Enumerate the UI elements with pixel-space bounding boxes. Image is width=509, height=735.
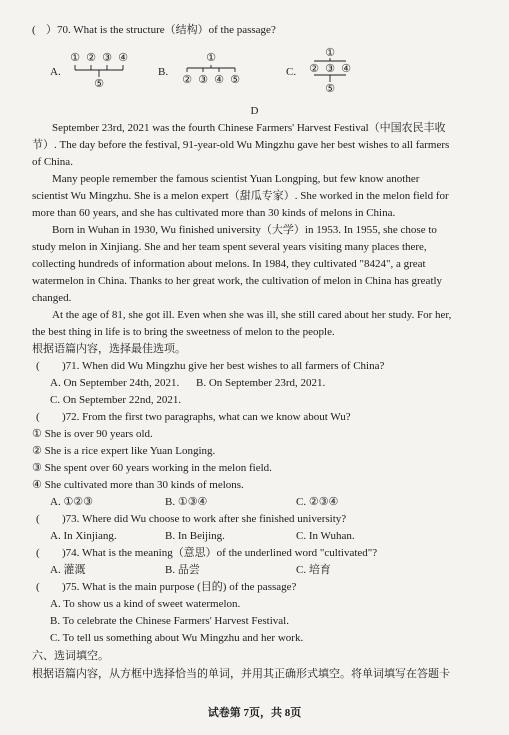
diagram-b-node-4: ④ bbox=[214, 73, 224, 86]
diagram-c-node-5: ⑤ bbox=[325, 82, 335, 95]
q74-option-c: C. 培育 bbox=[296, 564, 331, 576]
passage-p1-line1: September 23rd, 2021 was the fourth Chinese Farmers' Harvest Festival（中国农民丰收 bbox=[52, 122, 446, 134]
q70-option-a-label: A. bbox=[50, 66, 61, 78]
diagram-b-node-1: ① bbox=[206, 51, 216, 64]
q73-paren: ( bbox=[36, 513, 40, 525]
q70-option-c-label: C. bbox=[286, 66, 297, 78]
diagram-c-node-3: ③ bbox=[325, 62, 335, 75]
diagram-c-node-1: ① bbox=[325, 46, 335, 59]
q75-stem: )75. What is the main purpose (目的) of the passage? bbox=[62, 581, 297, 593]
passage-p1-line2: 节）. The day before the festival, 91-year-old Wu Mingzhu gave her best wishes to all farmers bbox=[32, 139, 450, 151]
diagram-a-node-4: ④ bbox=[118, 51, 128, 64]
q73-option-b: B. In Beijing. bbox=[165, 530, 225, 542]
q70-option-b-label: B. bbox=[158, 66, 169, 78]
section6-title: 六、选词填空。 bbox=[32, 650, 109, 662]
q74-option-b: B. 品尝 bbox=[165, 564, 200, 576]
q73-option-c: C. In Wuhan. bbox=[296, 530, 355, 542]
q72-statement-3: ③ She spent over 60 years working in the melon field. bbox=[32, 462, 272, 474]
q70-stem: ）70. What is the structure（结构）of the passage? bbox=[46, 24, 276, 36]
q72-stem: )72. From the first two paragraphs, what can we know about Wu? bbox=[62, 411, 351, 423]
q71-option-b: B. On September 23rd, 2021. bbox=[196, 377, 326, 389]
q72-option-b: B. ①③④ bbox=[165, 496, 208, 508]
section6-instruction: 根据语篇内容，从方框中选择恰当的单词，并用其正确形式填空。将单词填写在答题卡 bbox=[32, 668, 450, 680]
q72-statement-4: ④ She cultivated more than 30 kinds of melons. bbox=[32, 479, 244, 491]
diagram-b-node-2: ② bbox=[182, 73, 192, 86]
passage-p3-line3: collecting hundreds of information about melons. In 1984, they cultivated "8424", a great bbox=[32, 258, 426, 270]
q74-stem: )74. What is the meaning（意思）of the underlined word "cultivated"? bbox=[62, 547, 378, 559]
diagram-c-node-2: ② bbox=[309, 62, 319, 75]
q71-option-c: C. On September 22nd, 2021. bbox=[50, 394, 182, 406]
q72-option-a: A. ①②③ bbox=[50, 496, 94, 508]
q71-paren: ( bbox=[36, 360, 40, 372]
passage-p2-line3: more than 60 years, and she has cultivated more than 30 kinds of melons in China. bbox=[32, 207, 396, 219]
q71-option-a: A. On September 24th, 2021. bbox=[50, 377, 180, 389]
q72-option-c: C. ②③④ bbox=[296, 496, 339, 508]
passage-p4-line1: At the age of 81, she got ill. Even when she was ill, she still cared about her study. For her, bbox=[52, 309, 452, 321]
passage-p1-line3: of China. bbox=[32, 156, 73, 168]
passage-p4-line2: the best thing in life is to bring the sweetness of melon to the people. bbox=[32, 326, 335, 338]
instruction: 根据语篇内容，选择最佳选项。 bbox=[32, 343, 186, 355]
q75-option-a: A. To show us a kind of sweet watermelon. bbox=[50, 598, 241, 610]
diagram-a-node-1: ① bbox=[70, 51, 80, 64]
q75-option-b: B. To celebrate the Chinese Farmers' Harvest Festival. bbox=[50, 615, 289, 627]
passage-p3-line1: Born in Wuhan in 1930, Wu finished university（大学）in 1953. In 1955, she chose to bbox=[52, 224, 437, 236]
q74-option-a: A. 灌溉 bbox=[50, 564, 86, 576]
structure-diagram-c bbox=[304, 44, 364, 96]
diagram-a-node-2: ② bbox=[86, 51, 96, 64]
diagram-c-node-4: ④ bbox=[341, 62, 351, 75]
page-footer: 试卷第 7页，共 8页 bbox=[207, 707, 302, 719]
q72-statement-1: ① She is over 90 years old. bbox=[32, 428, 153, 440]
q75-paren: ( bbox=[36, 581, 40, 593]
q73-option-a: A. In Xinjiang. bbox=[50, 530, 117, 542]
q73-stem: )73. Where did Wu choose to work after she finished university? bbox=[62, 513, 347, 525]
diagram-a-node-3: ③ bbox=[102, 51, 112, 64]
passage-p3-line4: watermelon in China. Thanks to her great work, the cultivation of melon in China has greatly bbox=[32, 275, 443, 287]
q72-paren: ( bbox=[36, 411, 40, 423]
q74-paren: ( bbox=[36, 547, 40, 559]
structure-diagram-a bbox=[66, 46, 150, 92]
passage-p2-line1: Many people remember the famous scientist Yuan Longping, but few know another bbox=[52, 173, 420, 185]
q75-option-c: C. To tell us something about Wu Mingzhu and her work. bbox=[50, 632, 304, 644]
passage-p3-line2: study melon in Xinjiang. She and her team spent several years visiting many places there, bbox=[32, 241, 427, 253]
section-letter: D bbox=[250, 105, 259, 117]
diagram-b-node-3: ③ bbox=[198, 73, 208, 86]
q70-paren: ( bbox=[32, 24, 36, 36]
q71-stem: )71. When did Wu Mingzhu give her best wishes to all farmers of China? bbox=[62, 360, 385, 372]
passage-p2-line2: scientist Wu Mingzhu. She is a melon expert（甜瓜专家）. She worked in the melon field for bbox=[32, 190, 449, 202]
diagram-a-node-5: ⑤ bbox=[94, 77, 104, 90]
diagram-b-node-5: ⑤ bbox=[230, 73, 240, 86]
passage-p3-line5: changed. bbox=[32, 292, 72, 304]
q72-statement-2: ② She is a rice expert like Yuan Longing. bbox=[32, 445, 216, 457]
structure-diagram-b bbox=[178, 46, 254, 92]
